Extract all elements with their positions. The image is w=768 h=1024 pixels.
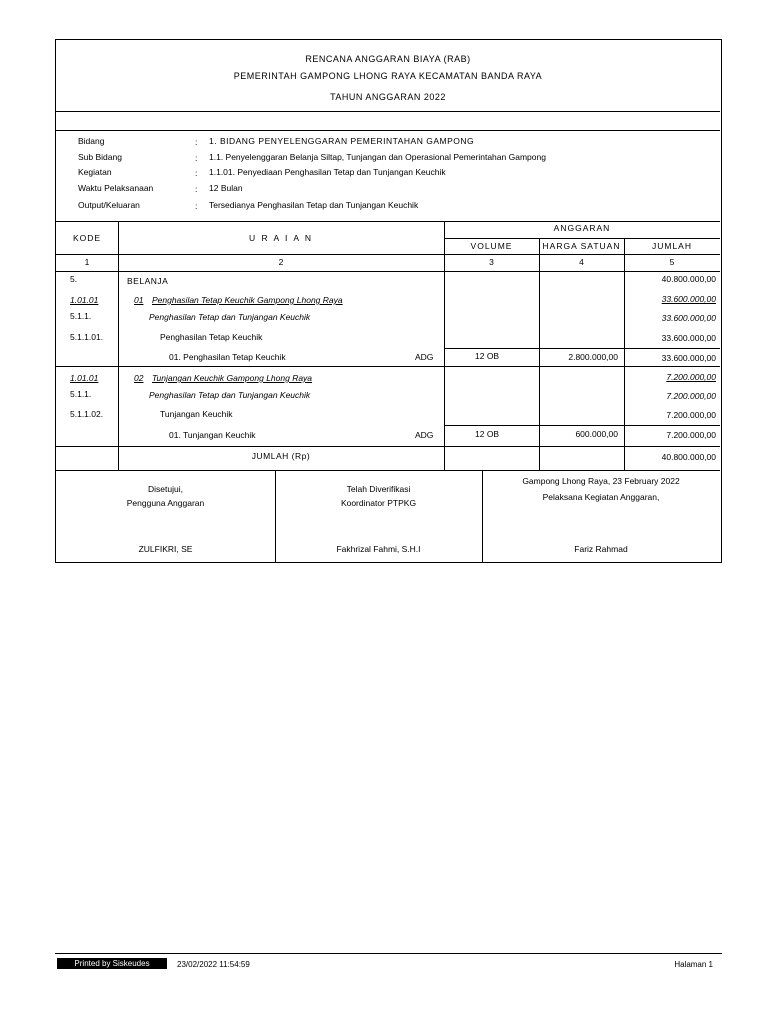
signature-role-line2: Pengguna Anggaran (126, 498, 205, 508)
row-kode: 5. (70, 274, 78, 284)
row-jumlah: 7.200.000,00 (666, 391, 716, 401)
info-label-sub-bidang: Sub Bidang (78, 152, 122, 162)
signature-role-line2: Pelaksana Kegiatan Anggaran, (542, 492, 660, 502)
divider (444, 238, 720, 239)
info-value-bidang: 1. BIDANG PENYELENGGARAN PEMERINTAHAN GAMPONG (209, 136, 475, 146)
info-value-output: Tersedianya Penghasilan Tetap dan Tunjangan Keuchik (209, 200, 419, 210)
row-kode: 1.01.01 (70, 295, 99, 305)
header-harga-satuan: HARGA SATUAN (542, 241, 621, 251)
info-label-output: Output/Keluaran (78, 200, 140, 210)
item-volume: 12 OB (475, 351, 500, 361)
divider (56, 271, 720, 272)
info-label-waktu: Waktu Pelaksanaan (78, 183, 154, 193)
item-volume: 12 OB (475, 429, 500, 439)
row-kode: 5.1.1. (70, 389, 92, 399)
signature-role-line1: Disetujui, (148, 484, 183, 494)
header-volume: VOLUME (470, 241, 513, 251)
row-uraian: Penghasilan Tetap Keuchik Gampong Lhong Raya (152, 295, 343, 305)
row-jumlah: 7.200.000,00 (666, 372, 716, 382)
item-jumlah: 33.600.000,00 (661, 353, 716, 363)
header-kode: KODE (72, 233, 102, 243)
item-harga: 600.000,00 (575, 429, 618, 439)
signature-place-date: Gampong Lhong Raya, 23 February 2022 (522, 476, 680, 486)
info-sep: : (195, 153, 198, 163)
info-label-bidang: Bidang (78, 136, 105, 146)
total-value: 40.800.000,00 (661, 452, 716, 462)
signature-role-line2: Koordinator PTPKG (340, 498, 417, 508)
divider (56, 366, 720, 367)
printed-by-badge: Printed by Siskeudes (57, 958, 167, 969)
col-number: 1 (84, 257, 90, 267)
row-kode: 5.1.1. (70, 311, 92, 321)
divider (56, 221, 720, 222)
divider (56, 111, 720, 112)
footer-divider (55, 953, 722, 954)
header-anggaran: ANGGARAN (553, 223, 611, 233)
row-number: 01 (134, 295, 144, 305)
item-uraian: 01. Penghasilan Tetap Keuchik (169, 352, 286, 362)
row-jumlah: 33.600.000,00 (661, 333, 716, 343)
row-number: 02 (134, 373, 144, 383)
print-timestamp: 23/02/2022 11:54:59 (177, 960, 250, 969)
header-uraian: U R A I A N (248, 233, 314, 243)
rab-document (55, 39, 722, 563)
page-number: Halaman 1 (674, 960, 713, 969)
info-sep: : (195, 168, 198, 178)
total-label: JUMLAH (Rp) (251, 451, 311, 461)
row-jumlah: 33.600.000,00 (661, 294, 716, 304)
doc-subtitle: PEMERINTAH GAMPONG LHONG RAYA KECAMATAN BANDA RAYA (233, 71, 543, 81)
row-uraian: Penghasilan Tetap dan Tunjangan Keuchik (149, 390, 311, 400)
divider (444, 348, 720, 349)
header-jumlah: JUMLAH (651, 241, 692, 251)
col-number: 2 (278, 257, 284, 267)
row-kode: 1.01.01 (70, 373, 99, 383)
row-uraian: Penghasilan Tetap Keuchik (160, 332, 263, 342)
row-uraian: Penghasilan Tetap dan Tunjangan Keuchik (149, 312, 311, 322)
signature-role-line1: Telah Diverifikasi (346, 484, 411, 494)
signature-name: ZULFIKRI, SE (138, 544, 193, 554)
info-value-kegiatan: 1.1.01. Penyediaan Penghasilan Tetap dan Tunjangan Keuchik (209, 167, 446, 177)
item-source: ADG (415, 430, 434, 440)
info-value-sub-bidang: 1.1. Penyelenggaran Belanja Siltap, Tunjangan dan Operasional Pemerintahan Gampong (209, 152, 546, 162)
doc-title: RENCANA ANGGARAN BIAYA (RAB) (305, 54, 471, 64)
divider (444, 425, 720, 426)
info-sep: : (195, 184, 198, 194)
item-jumlah: 7.200.000,00 (666, 430, 716, 440)
col-number: 3 (489, 257, 494, 267)
col-number: 4 (579, 257, 584, 267)
info-value-waktu: 12 Bulan (209, 183, 243, 193)
divider (56, 446, 720, 447)
col-number: 5 (669, 257, 675, 267)
row-jumlah: 33.600.000,00 (661, 313, 716, 323)
item-source: ADG (415, 352, 434, 362)
divider (56, 130, 720, 131)
row-kode: 5.1.1.02. (70, 409, 104, 419)
row-uraian: Tunjangan Keuchik (160, 409, 233, 419)
signature-name: Fariz Rahmad (574, 544, 628, 554)
item-harga: 2.800.000,00 (568, 352, 618, 362)
divider (56, 470, 720, 471)
divider (56, 254, 720, 255)
info-sep: : (195, 201, 198, 211)
row-kode: 5.1.1.01. (70, 332, 104, 342)
signature-name: Fakhrizal Fahmi, S.H.I (336, 544, 421, 554)
row-uraian: Tunjangan Keuchik Gampong Lhong Raya (152, 373, 313, 383)
row-jumlah: 7.200.000,00 (666, 410, 716, 420)
row-uraian: BELANJA (127, 276, 169, 286)
info-sep: : (195, 137, 198, 147)
row-jumlah: 40.800.000,00 (661, 274, 716, 284)
item-uraian: 01. Tunjangan Keuchik (169, 430, 256, 440)
info-label-kegiatan: Kegiatan (78, 167, 112, 177)
doc-year: TAHUN ANGGARAN 2022 (330, 92, 446, 102)
